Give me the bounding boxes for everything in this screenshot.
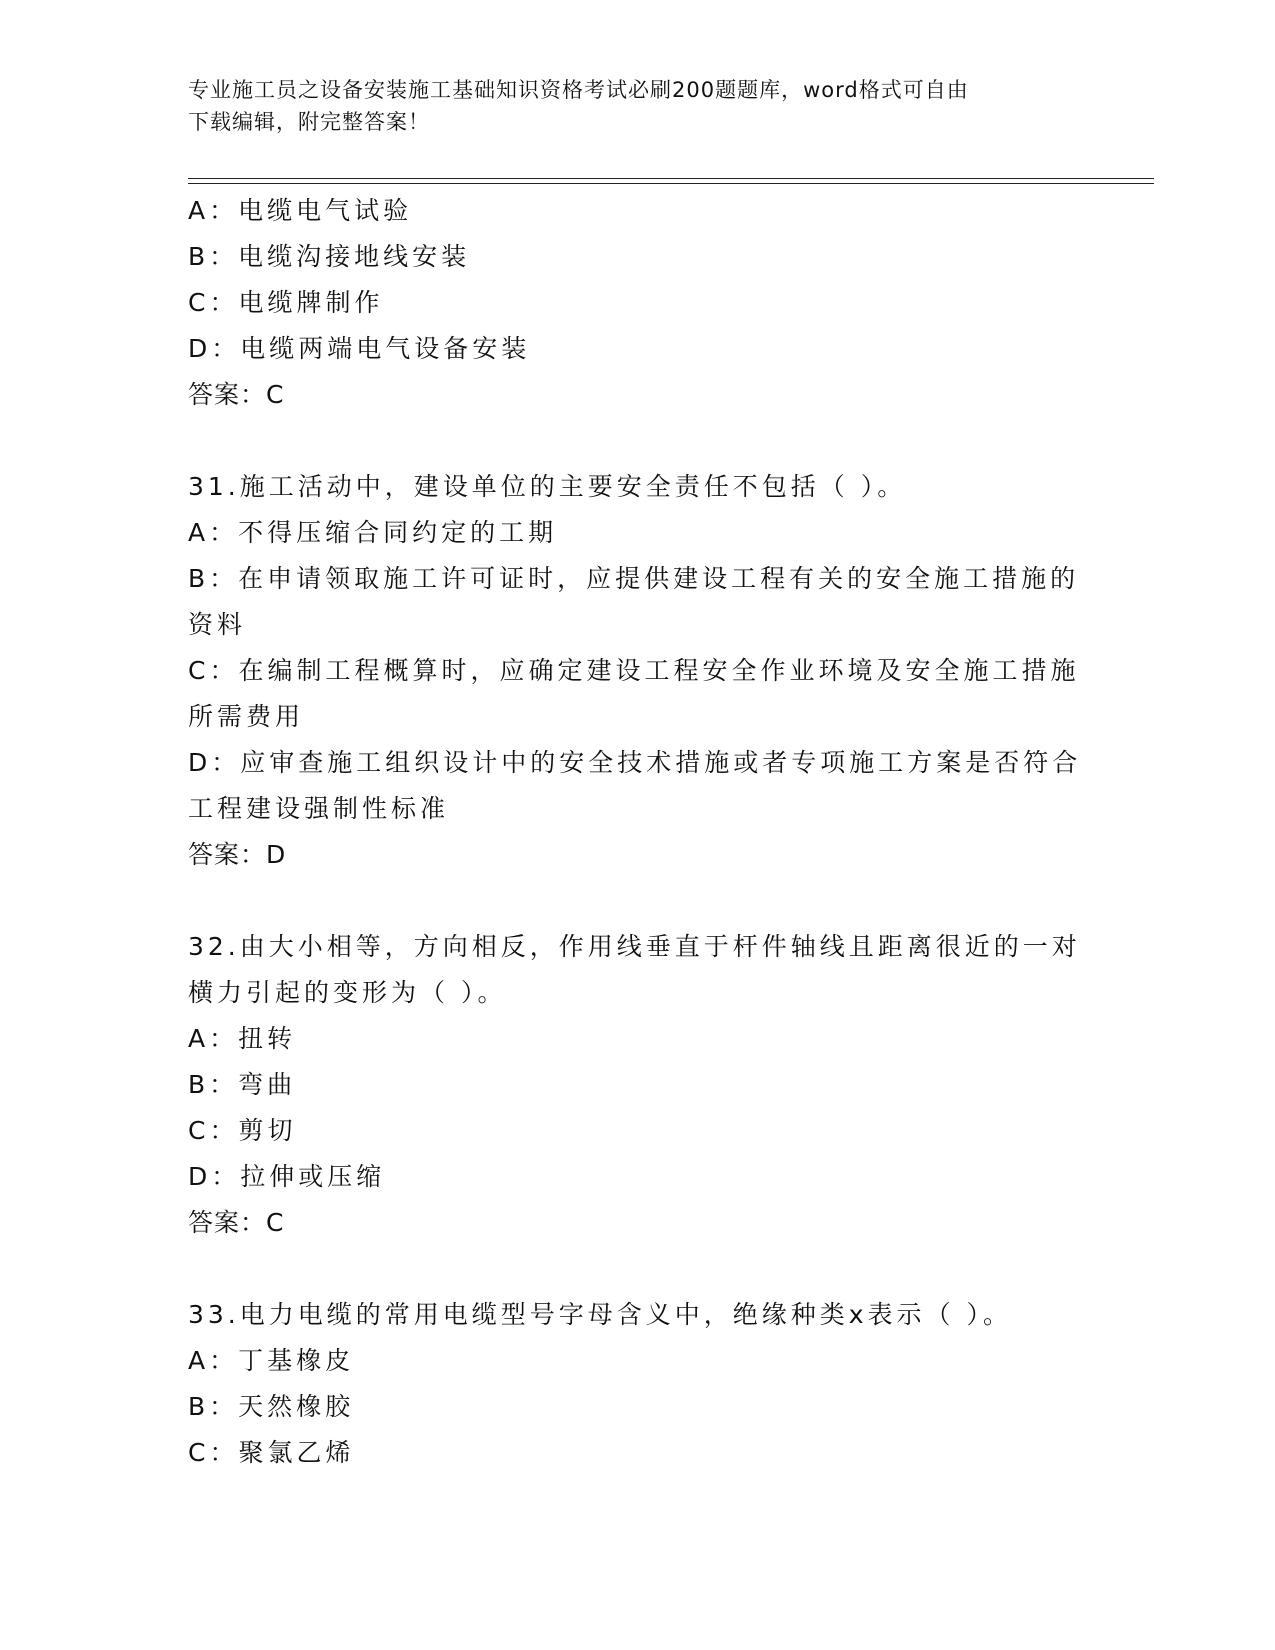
question-31 [188,464,1088,878]
question-30 [188,188,1088,418]
option-b-line-1: B：在申请领取施工许可证时，应提供建设工程有关的安全施工措施的 [188,564,1080,593]
header-line-1: 专业施工员之设备安装施工基础知识资格考试必刷200题题库，word格式可自由 [188,78,969,102]
spacer [188,878,1088,924]
header-line-2: 下载编辑，附完整答案！ [188,110,430,134]
answer: 答案：D [188,840,287,869]
question-stem: 33.电力电缆的常用电缆型号字母含义中，绝缘种类x表示（ ）。 [188,1300,1013,1329]
answer: 答案：C [188,380,285,409]
option-c-line-1: C：在编制工程概算时，应确定建设工程安全作业环境及安全施工措施 [188,656,1080,685]
option-c: C：电缆牌制作 [188,288,384,317]
header-divider-bottom [188,183,1154,184]
question-33 [188,1292,1088,1476]
answer: 答案：C [188,1208,285,1237]
option-c-line-2: 所需费用 [188,702,305,731]
question-stem-line-1: 32.由大小相等，方向相反，作用线垂直于杆件轴线且距离很近的一对 [188,932,1081,961]
document-header [188,74,1088,138]
option-d-line-1: D：应审查施工组织设计中的安全技术措施或者专项施工方案是否符合 [188,748,1082,777]
option-a: A：不得压缩合同约定的工期 [188,518,558,547]
option-a: A：丁基橡皮 [188,1346,355,1375]
spacer [188,1246,1088,1292]
question-list [188,188,1088,1476]
option-b: B：弯曲 [188,1070,297,1099]
option-d: D：拉伸或压缩 [188,1162,386,1191]
question-stem-line-2: 横力引起的变形为（ ）。 [188,978,507,1007]
option-b-line-2: 资料 [188,610,247,639]
option-b: B：电缆沟接地线安装 [188,242,471,271]
option-c: C：剪切 [188,1116,297,1145]
header-divider-top [188,178,1154,179]
option-c: C：聚氯乙烯 [188,1438,355,1467]
option-d: D：电缆两端电气设备安装 [188,334,531,363]
option-b: B：天然橡胶 [188,1392,355,1421]
option-a: A：扭转 [188,1024,297,1053]
question-32 [188,924,1088,1246]
spacer [188,418,1088,464]
option-a: A：电缆电气试验 [188,196,413,225]
option-d-line-2: 工程建设强制性标准 [188,794,450,823]
question-stem: 31.施工活动中，建设单位的主要安全责任不包括（ ）。 [188,472,907,501]
